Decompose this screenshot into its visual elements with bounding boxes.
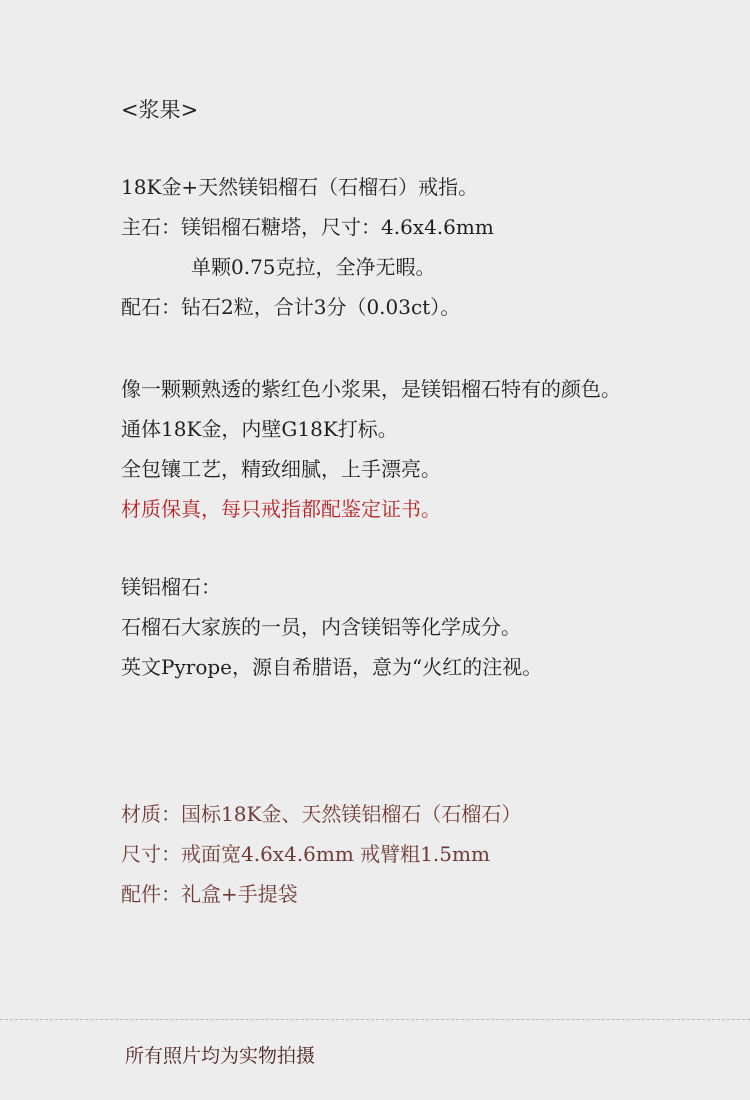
- stone-heading: 镁铝榴石：: [121, 575, 221, 599]
- description-block: [121, 369, 621, 529]
- spec-accessories: 配件：礼盒+手提袋: [121, 882, 298, 906]
- description-line: 全包镶工艺，精致细腻，上手漂亮。: [121, 457, 441, 481]
- certificate-note: 材质保真，每只戒指都配鉴定证书。: [121, 497, 441, 521]
- side-stone-line: 配石：钻石2粒，合计3分（0.03ct）。: [121, 295, 461, 319]
- carat-line: 单颗0.75克拉，全净无暇。: [191, 255, 436, 279]
- product-intro: [121, 167, 494, 327]
- specs-block: [121, 794, 521, 914]
- product-line: 18K金+天然镁铝榴石（石榴石）戒指。: [121, 175, 479, 199]
- description-line: 像一颗颗熟透的紫红色小浆果，是镁铝榴石特有的颜色。: [121, 377, 621, 401]
- page-title: <浆果>: [121, 98, 199, 122]
- main-stone-line: 主石：镁铝榴石糖塔，尺寸：4.6x4.6mm: [121, 215, 494, 239]
- spec-material: 材质：国标18K金、天然镁铝榴石（石榴石）: [121, 802, 522, 826]
- stone-info-line: 石榴石大家族的一员，内含镁铝等化学成分。: [121, 615, 521, 639]
- photo-note: 所有照片均为实物拍摄: [125, 1045, 316, 1067]
- stone-info-line: 英文Pyrope，源自希腊语，意为“火红的注视。: [121, 655, 543, 679]
- stone-info-block: [121, 567, 542, 687]
- description-line: 通体18K金，内壁G18K打标。: [121, 417, 398, 441]
- spec-size: 尺寸：戒面宽4.6x4.6mm 戒臂粗1.5mm: [121, 842, 490, 866]
- dashed-divider: [0, 1019, 750, 1020]
